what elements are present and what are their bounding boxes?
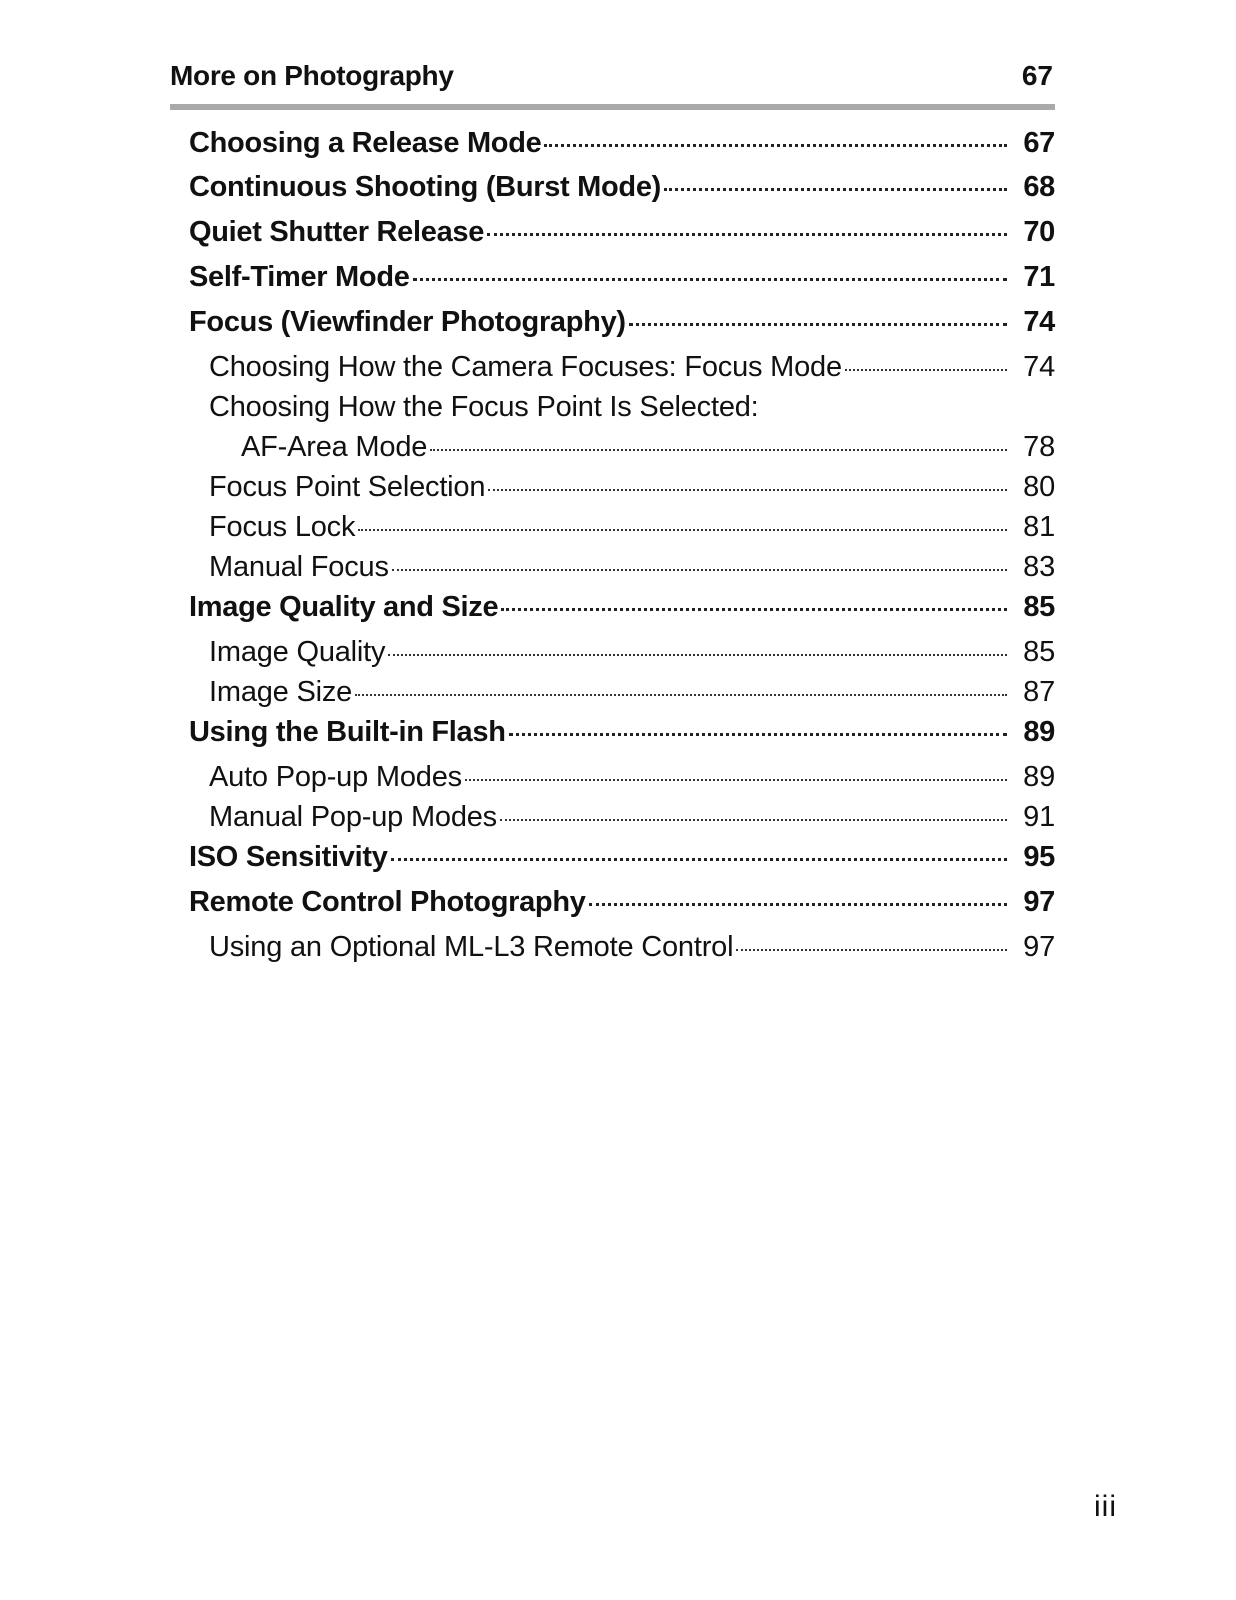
toc-entry-page: 74 xyxy=(1023,351,1055,383)
toc-entry-page: 95 xyxy=(1023,841,1055,873)
dot-leader xyxy=(487,233,1007,236)
toc-entry[interactable] xyxy=(189,886,1055,931)
toc-entry-page: 97 xyxy=(1023,931,1055,963)
toc-entry-page: 70 xyxy=(1023,216,1055,248)
dot-leader xyxy=(501,608,1007,611)
toc-entry-page: 89 xyxy=(1023,716,1055,748)
toc-subentry[interactable] xyxy=(189,636,1055,676)
toc-entry-page: 68 xyxy=(1023,171,1055,203)
toc-subentry[interactable] xyxy=(189,471,1055,511)
table-of-contents xyxy=(189,127,1055,971)
toc-entry-label: Auto Pop-up Modes xyxy=(209,761,462,793)
toc-entry-page: 74 xyxy=(1023,306,1055,338)
dot-leader xyxy=(465,779,1007,781)
toc-entry[interactable] xyxy=(189,306,1055,351)
toc-entry-label: Image Size xyxy=(209,676,353,708)
dot-leader xyxy=(392,569,1007,571)
toc-subentry[interactable] xyxy=(189,511,1055,551)
dot-leader xyxy=(664,188,1007,191)
toc-subentry[interactable] xyxy=(189,351,1055,391)
toc-entry-label: Continuous Shooting (Burst Mode) xyxy=(189,171,662,203)
dot-leader xyxy=(845,369,1007,371)
toc-entry-label: Focus Point Selection xyxy=(209,471,486,503)
toc-entry[interactable] xyxy=(189,261,1055,306)
toc-subentry[interactable] xyxy=(189,931,1055,971)
toc-subentry-heading[interactable] xyxy=(189,391,1055,431)
toc-entry-label: Remote Control Photography xyxy=(189,886,586,918)
toc-entry-label: Using the Built-in Flash xyxy=(189,716,506,748)
dot-leader xyxy=(629,323,1007,326)
toc-entry-page: 80 xyxy=(1023,471,1055,503)
dot-leader xyxy=(509,733,1007,736)
toc-entry-page: 71 xyxy=(1023,261,1055,293)
toc-entry-label: Manual Focus xyxy=(209,551,389,583)
toc-entry-label: Using an Optional ML-L3 Remote Control xyxy=(209,931,734,963)
dot-leader xyxy=(388,654,1007,656)
toc-entry-page: 81 xyxy=(1023,511,1055,543)
chapter-page-number: 67 xyxy=(1021,60,1053,91)
toc-subentry[interactable] xyxy=(189,676,1055,716)
toc-entry-label: Quiet Shutter Release xyxy=(189,216,485,248)
toc-entry-label: Manual Pop-up Modes xyxy=(209,801,497,833)
toc-entry-label: Image Quality and Size xyxy=(189,591,499,623)
toc-entry-label: Image Quality xyxy=(209,636,386,668)
toc-entry[interactable] xyxy=(189,171,1055,216)
toc-entry-page: 83 xyxy=(1023,551,1055,583)
toc-entry-page: 91 xyxy=(1023,801,1055,833)
toc-entry[interactable] xyxy=(189,716,1055,761)
toc-entry-label: Choosing How the Focus Point Is Selected: xyxy=(209,391,759,423)
toc-entry[interactable] xyxy=(189,216,1055,261)
page-folio: iii xyxy=(1094,1490,1117,1523)
toc-entry-page: 89 xyxy=(1023,761,1055,793)
dot-leader xyxy=(589,903,1007,906)
dot-leader xyxy=(358,529,1007,531)
toc-entry-label: Choosing How the Camera Focuses: Focus Mode xyxy=(209,351,842,383)
dot-leader xyxy=(736,949,1007,951)
toc-entry-page: 67 xyxy=(1023,127,1055,159)
toc-entry[interactable] xyxy=(189,591,1055,636)
toc-entry-page: 85 xyxy=(1023,636,1055,668)
toc-entry-label: Self-Timer Mode xyxy=(189,261,410,293)
toc-entry[interactable] xyxy=(189,127,1055,171)
toc-entry-page: 97 xyxy=(1023,886,1055,918)
toc-entry-label: AF-Area Mode xyxy=(241,431,428,463)
dot-leader xyxy=(544,144,1007,147)
dot-leader xyxy=(413,278,1007,281)
dot-leader xyxy=(500,819,1007,821)
toc-entry-label: Choosing a Release Mode xyxy=(189,127,542,159)
dot-leader xyxy=(430,449,1007,451)
dot-leader xyxy=(355,694,1007,696)
toc-entry-label: Focus Lock xyxy=(209,511,356,543)
chapter-heading xyxy=(170,58,1055,110)
toc-entry-page: 87 xyxy=(1023,676,1055,708)
toc-entry-label: Focus (Viewfinder Photography) xyxy=(189,306,626,338)
dot-leader xyxy=(391,858,1007,861)
toc-subentry[interactable] xyxy=(189,761,1055,801)
toc-entry-page: 78 xyxy=(1023,431,1055,463)
toc-entry-page: 85 xyxy=(1023,591,1055,623)
toc-subentry[interactable] xyxy=(189,551,1055,591)
chapter-title: More on Photography xyxy=(170,60,454,91)
toc-subentry[interactable] xyxy=(189,801,1055,841)
toc-entry[interactable] xyxy=(189,841,1055,886)
dot-leader xyxy=(488,489,1007,491)
toc-subentry[interactable] xyxy=(189,431,1055,471)
toc-entry-label: ISO Sensitivity xyxy=(189,841,388,873)
